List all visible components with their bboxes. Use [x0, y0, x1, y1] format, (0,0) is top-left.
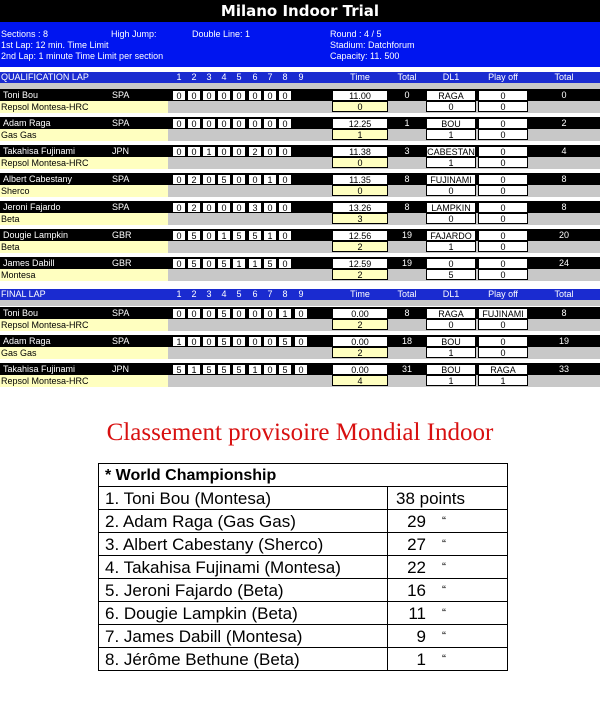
wc-points-value: 22	[407, 557, 426, 577]
section-score: 0	[187, 308, 201, 319]
rider-name: Albert Cabestany	[0, 173, 168, 185]
section-score: 0	[248, 90, 262, 101]
section-score: 5	[217, 174, 231, 185]
section-score: 0	[172, 174, 186, 185]
dl1-value: RAGA	[426, 308, 476, 319]
section-score: 3	[248, 202, 262, 213]
playoff-value: 0	[478, 146, 528, 157]
wc-rider: 1. Toni Bou (Montesa)	[99, 487, 388, 510]
playoff-value: 0	[478, 118, 528, 129]
grand-total: 8	[561, 308, 567, 318]
playoff-score: 0	[478, 157, 528, 168]
section-score: 0	[172, 202, 186, 213]
wc-rider: 7. James Dabill (Montesa)	[99, 625, 388, 648]
playoff-score: 0	[478, 347, 528, 358]
time-penalty: 3	[332, 213, 388, 224]
rider-name: Adam Raga	[0, 335, 168, 347]
playoff-score: 0	[478, 213, 528, 224]
lap1-info: 1st Lap: 12 min. Time Limit	[1, 40, 109, 50]
rider-team: Repsol Montesa-HRC	[0, 319, 168, 331]
final-col-2: 2	[191, 289, 197, 299]
wc-points	[388, 602, 508, 625]
double-line-info: Double Line: 1	[192, 29, 251, 39]
time-penalty: 4	[332, 375, 388, 386]
section-score: 0	[187, 146, 201, 157]
section-score: 2	[187, 202, 201, 213]
lap-total: 19	[401, 230, 412, 240]
rider-nation: SPA	[112, 174, 130, 184]
section-score: 0	[278, 230, 292, 241]
lap-total: 1	[404, 118, 410, 128]
section-score: 1	[278, 308, 292, 319]
section-score: 0	[263, 336, 277, 347]
section-score: 0	[202, 174, 216, 185]
section-score: 5	[217, 336, 231, 347]
dl1-score: 1	[426, 157, 476, 168]
final-col-time: Time	[350, 289, 370, 299]
rider-nation: SPA	[112, 202, 130, 212]
lap2-info: 2nd Lap: 1 minute Time Limit per section	[1, 51, 164, 61]
wc-points-value: 11	[408, 603, 426, 623]
lap-total: 31	[401, 364, 412, 374]
final-col-4: 4	[221, 289, 227, 299]
section-score: 0	[217, 118, 231, 129]
playoff-value: 0	[478, 230, 528, 241]
ditto-mark: “	[442, 536, 446, 551]
section-score: 0	[278, 258, 292, 269]
section-score: 0	[278, 146, 292, 157]
grand-total: 0	[561, 90, 567, 100]
section-score: 0	[232, 146, 246, 157]
final-rider-row	[0, 307, 600, 331]
grand-total: 33	[558, 364, 569, 374]
stadium-info: Stadium: Datchforum	[330, 40, 415, 50]
rider-team: Repsol Montesa-HRC	[0, 101, 168, 113]
playoff-value: RAGA	[478, 364, 528, 375]
qual-rider-row	[0, 117, 600, 141]
qual-col-6: 6	[252, 72, 258, 82]
section-score: 0	[232, 336, 246, 347]
ditto-mark: “	[442, 513, 446, 528]
rider-nation: SPA	[112, 90, 130, 100]
time-penalty: 1	[332, 129, 388, 140]
row-separator	[0, 387, 600, 391]
wc-rider: 6. Dougie Lampkin (Beta)	[99, 602, 388, 625]
rider-nation: GBR	[112, 230, 132, 240]
dl1-value: CABESTAN	[427, 147, 475, 157]
wc-points-value: 29	[407, 511, 426, 531]
rider-nation: SPA	[112, 308, 130, 318]
rider-name: Adam Raga	[0, 117, 168, 129]
section-score: 0	[248, 174, 262, 185]
lap-total: 18	[401, 336, 412, 346]
wc-rider: 3. Albert Cabestany (Sherco)	[99, 533, 388, 556]
rider-team: Repsol Montesa-HRC	[0, 157, 168, 169]
final-col-6: 6	[252, 289, 258, 299]
qual-col-1: 1	[176, 72, 182, 82]
world-championship-table	[98, 463, 508, 671]
dl1-value: FAJARDO	[426, 230, 476, 241]
dl1-score: 5	[426, 269, 476, 280]
rider-name: Jeroni Fajardo	[0, 201, 168, 213]
section-score: 0	[248, 336, 262, 347]
grand-total: 24	[558, 258, 569, 268]
event-info-panel	[0, 22, 600, 67]
final-rider-row	[0, 363, 600, 387]
wc-row	[99, 556, 508, 579]
wc-row	[99, 625, 508, 648]
wc-points-value: 16	[407, 580, 426, 600]
section-score: 2	[187, 174, 201, 185]
qual-col-playoff: Play off	[488, 72, 518, 82]
qual-header-label: QUALIFICATION LAP	[1, 72, 89, 82]
page-title: Milano Indoor Trial	[0, 0, 600, 22]
lap-total: 8	[404, 174, 410, 184]
grand-total: 20	[558, 230, 569, 240]
time-penalty: 2	[332, 241, 388, 252]
final-header-label: FINAL LAP	[1, 289, 46, 299]
dl1-value: 0	[426, 258, 476, 269]
playoff-score: 0	[478, 129, 528, 140]
section-score: 0	[263, 118, 277, 129]
row-separator	[0, 281, 600, 285]
final-col-grand: Total	[554, 289, 574, 299]
qual-rider-row	[0, 89, 600, 113]
section-score: 1	[248, 258, 262, 269]
section-score: 1	[187, 364, 201, 375]
time-value: 11.35	[332, 174, 388, 185]
time-value: 12.25	[332, 118, 388, 129]
rider-nation: GBR	[112, 258, 132, 268]
playoff-value: 0	[478, 202, 528, 213]
qual-rider-row	[0, 229, 600, 253]
qual-col-5: 5	[236, 72, 242, 82]
qual-col-3: 3	[206, 72, 212, 82]
section-score: 0	[278, 118, 292, 129]
playoff-score: 0	[478, 241, 528, 252]
standings-heading: Classement provisoire Mondial Indoor	[106, 419, 494, 446]
section-score: 0	[278, 202, 292, 213]
rider-nation: JPN	[112, 146, 130, 156]
dl1-score: 1	[426, 347, 476, 358]
playoff-score: 0	[478, 185, 528, 196]
qual-col-4: 4	[221, 72, 227, 82]
round-info: Round : 4 / 5	[330, 29, 382, 39]
wc-points	[388, 533, 508, 556]
section-score: 1	[232, 258, 246, 269]
section-score: 0	[187, 118, 201, 129]
section-score: 5	[217, 364, 231, 375]
lap-total: 0	[404, 90, 410, 100]
qual-col-7: 7	[267, 72, 273, 82]
section-score: 0	[232, 174, 246, 185]
playoff-value: 0	[478, 258, 528, 269]
wc-points	[388, 556, 508, 579]
section-score: 1	[202, 146, 216, 157]
section-score: 0	[263, 202, 277, 213]
sections-info: Sections : 8	[1, 29, 49, 39]
lap-total: 8	[404, 202, 410, 212]
playoff-value: FUJINAMI	[478, 308, 528, 319]
section-score: 0	[263, 364, 277, 375]
wc-points-value: 9	[416, 626, 426, 646]
section-score: 0	[202, 308, 216, 319]
section-score: 0	[172, 308, 186, 319]
section-score: 0	[172, 230, 186, 241]
section-score: 1	[172, 336, 186, 347]
dl1-score: 1	[426, 375, 476, 386]
dl1-score: 0	[426, 213, 476, 224]
rider-nation: JPN	[112, 364, 130, 374]
rider-team: Gas Gas	[0, 347, 168, 359]
rider-team: Montesa	[0, 269, 168, 281]
time-value: 12.56	[332, 230, 388, 241]
section-score: 5	[248, 230, 262, 241]
rider-team: Gas Gas	[0, 129, 168, 141]
wc-rider: 2. Adam Raga (Gas Gas)	[99, 510, 388, 533]
qual-col-time: Time	[350, 72, 370, 82]
final-rider-row	[0, 335, 600, 359]
section-score: 0	[202, 230, 216, 241]
grand-total: 2	[561, 118, 567, 128]
dl1-score: 1	[426, 129, 476, 140]
section-score: 0	[217, 202, 231, 213]
section-score: 0	[263, 146, 277, 157]
time-penalty: 2	[332, 347, 388, 358]
section-score: 0	[202, 90, 216, 101]
qual-header	[0, 72, 600, 83]
playoff-value: 0	[478, 336, 528, 347]
section-score: 5	[187, 230, 201, 241]
section-score: 0	[263, 308, 277, 319]
playoff-score: 0	[478, 101, 528, 112]
final-col-total: Total	[397, 289, 417, 299]
grand-total: 19	[558, 336, 569, 346]
wc-rider: 4. Takahisa Fujinami (Montesa)	[99, 556, 388, 579]
wc-points-value: 38 points	[396, 488, 465, 508]
rider-team: Sherco	[0, 185, 168, 197]
section-score: 0	[172, 90, 186, 101]
section-score: 0	[232, 118, 246, 129]
grand-total: 8	[561, 174, 567, 184]
dl1-value: FUJINAMI	[426, 174, 476, 185]
dl1-value: BOU	[426, 364, 476, 375]
qual-col-2: 2	[191, 72, 197, 82]
final-header	[0, 289, 600, 300]
dl1-value: LAMPKIN	[426, 202, 476, 213]
section-score: 5	[202, 364, 216, 375]
section-score: 0	[172, 118, 186, 129]
playoff-value: 0	[478, 90, 528, 101]
section-score: 5	[232, 230, 246, 241]
section-score: 5	[232, 364, 246, 375]
grand-total: 4	[561, 146, 567, 156]
qual-col-9: 9	[298, 72, 304, 82]
ditto-mark: “	[442, 628, 446, 643]
playoff-score: 1	[478, 375, 528, 386]
playoff-score: 0	[478, 269, 528, 280]
final-col-1: 1	[176, 289, 182, 299]
section-score: 5	[278, 364, 292, 375]
ditto-mark: “	[442, 582, 446, 597]
dl1-value: BOU	[426, 118, 476, 129]
time-value: 12.59	[332, 258, 388, 269]
wc-row	[99, 579, 508, 602]
section-score: 1	[217, 230, 231, 241]
time-penalty: 0	[332, 101, 388, 112]
wc-row	[99, 510, 508, 533]
time-value: 11.38	[332, 146, 388, 157]
time-penalty: 2	[332, 319, 388, 330]
qual-rider-row	[0, 201, 600, 225]
section-score: 1	[263, 174, 277, 185]
dl1-score: 0	[426, 319, 476, 330]
time-value: 0.00	[332, 336, 388, 347]
section-score: 5	[187, 258, 201, 269]
rider-name: Toni Bou	[0, 307, 168, 319]
wc-points	[388, 487, 508, 510]
section-score: 1	[263, 230, 277, 241]
final-separator	[0, 300, 600, 306]
section-score: 2	[248, 146, 262, 157]
time-penalty: 2	[332, 269, 388, 280]
dl1-score: 0	[426, 185, 476, 196]
playoff-value: 0	[478, 174, 528, 185]
qual-rider-row	[0, 173, 600, 197]
lap-total: 19	[401, 258, 412, 268]
section-score: 0	[278, 90, 292, 101]
wc-row	[99, 533, 508, 556]
qual-col-8: 8	[282, 72, 288, 82]
rider-nation: SPA	[112, 118, 130, 128]
section-score: 5	[172, 364, 186, 375]
dl1-value: RAGA	[426, 90, 476, 101]
dl1-value: BOU	[426, 336, 476, 347]
time-penalty: 0	[332, 185, 388, 196]
wc-points	[388, 625, 508, 648]
section-score: 5	[263, 258, 277, 269]
section-score: 0	[294, 308, 308, 319]
wc-row	[99, 648, 508, 671]
section-score: 0	[187, 336, 201, 347]
section-score: 5	[278, 336, 292, 347]
qual-col-total: Total	[397, 72, 417, 82]
section-score: 0	[172, 146, 186, 157]
ditto-mark: “	[442, 651, 446, 666]
section-score: 5	[217, 258, 231, 269]
section-score: 0	[202, 202, 216, 213]
lap-total: 8	[404, 308, 410, 318]
section-score: 0	[232, 308, 246, 319]
wc-points	[388, 648, 508, 671]
rider-team: Beta	[0, 213, 168, 225]
section-score: 0	[248, 118, 262, 129]
high-jump-info: High Jump:	[111, 29, 157, 39]
capacity-info: Capacity: 11. 500	[330, 51, 400, 61]
rider-nation: SPA	[112, 336, 130, 346]
section-score: 0	[294, 364, 308, 375]
section-score: 0	[278, 174, 292, 185]
wc-title: * World Championship	[99, 464, 508, 487]
wc-points-value: 27	[407, 534, 426, 554]
rider-name: Takahisa Fujinami	[0, 145, 168, 157]
section-score: 0	[232, 202, 246, 213]
rider-name: James Dabill	[0, 257, 168, 269]
final-col-playoff: Play off	[488, 289, 518, 299]
ditto-mark: “	[442, 559, 446, 574]
lap-total: 3	[404, 146, 410, 156]
final-col-3: 3	[206, 289, 212, 299]
rider-name: Toni Bou	[0, 89, 168, 101]
wc-points	[388, 579, 508, 602]
wc-rider: 8. Jérôme Bethune (Beta)	[99, 648, 388, 671]
section-score: 0	[202, 336, 216, 347]
playoff-score: 0	[478, 319, 528, 330]
section-score: 0	[232, 90, 246, 101]
wc-row	[99, 602, 508, 625]
section-score: 0	[202, 258, 216, 269]
dl1-score: 1	[426, 241, 476, 252]
section-score: 1	[248, 364, 262, 375]
time-penalty: 0	[332, 157, 388, 168]
section-score: 5	[217, 308, 231, 319]
rider-name: Dougie Lampkin	[0, 229, 168, 241]
section-score: 0	[172, 258, 186, 269]
final-col-7: 7	[267, 289, 273, 299]
qual-col-dl1: DL1	[442, 72, 460, 82]
time-value: 13.26	[332, 202, 388, 213]
time-value: 0.00	[332, 364, 388, 375]
rider-team: Repsol Montesa-HRC	[0, 375, 168, 387]
wc-rider: 5. Jeroni Fajardo (Beta)	[99, 579, 388, 602]
qual-rider-row	[0, 145, 600, 169]
section-score: 0	[217, 146, 231, 157]
time-value: 0.00	[332, 308, 388, 319]
rider-name: Takahisa Fujinami	[0, 363, 168, 375]
wc-points	[388, 510, 508, 533]
section-score: 0	[294, 336, 308, 347]
final-col-8: 8	[282, 289, 288, 299]
rider-team: Beta	[0, 241, 168, 253]
ditto-mark: “	[442, 605, 446, 620]
wc-header-row	[99, 464, 508, 487]
final-col-dl1: DL1	[442, 289, 460, 299]
time-value: 11.00	[332, 90, 388, 101]
qual-col-grand: Total	[554, 72, 574, 82]
section-score: 0	[202, 118, 216, 129]
wc-row	[99, 487, 508, 510]
final-col-9: 9	[298, 289, 304, 299]
wc-points-value: 1	[416, 649, 426, 669]
section-score: 0	[217, 90, 231, 101]
section-score: 0	[187, 90, 201, 101]
final-col-5: 5	[236, 289, 242, 299]
section-score: 0	[248, 308, 262, 319]
grand-total: 8	[561, 202, 567, 212]
section-score: 0	[263, 90, 277, 101]
qual-rider-row	[0, 257, 600, 281]
dl1-score: 0	[426, 101, 476, 112]
